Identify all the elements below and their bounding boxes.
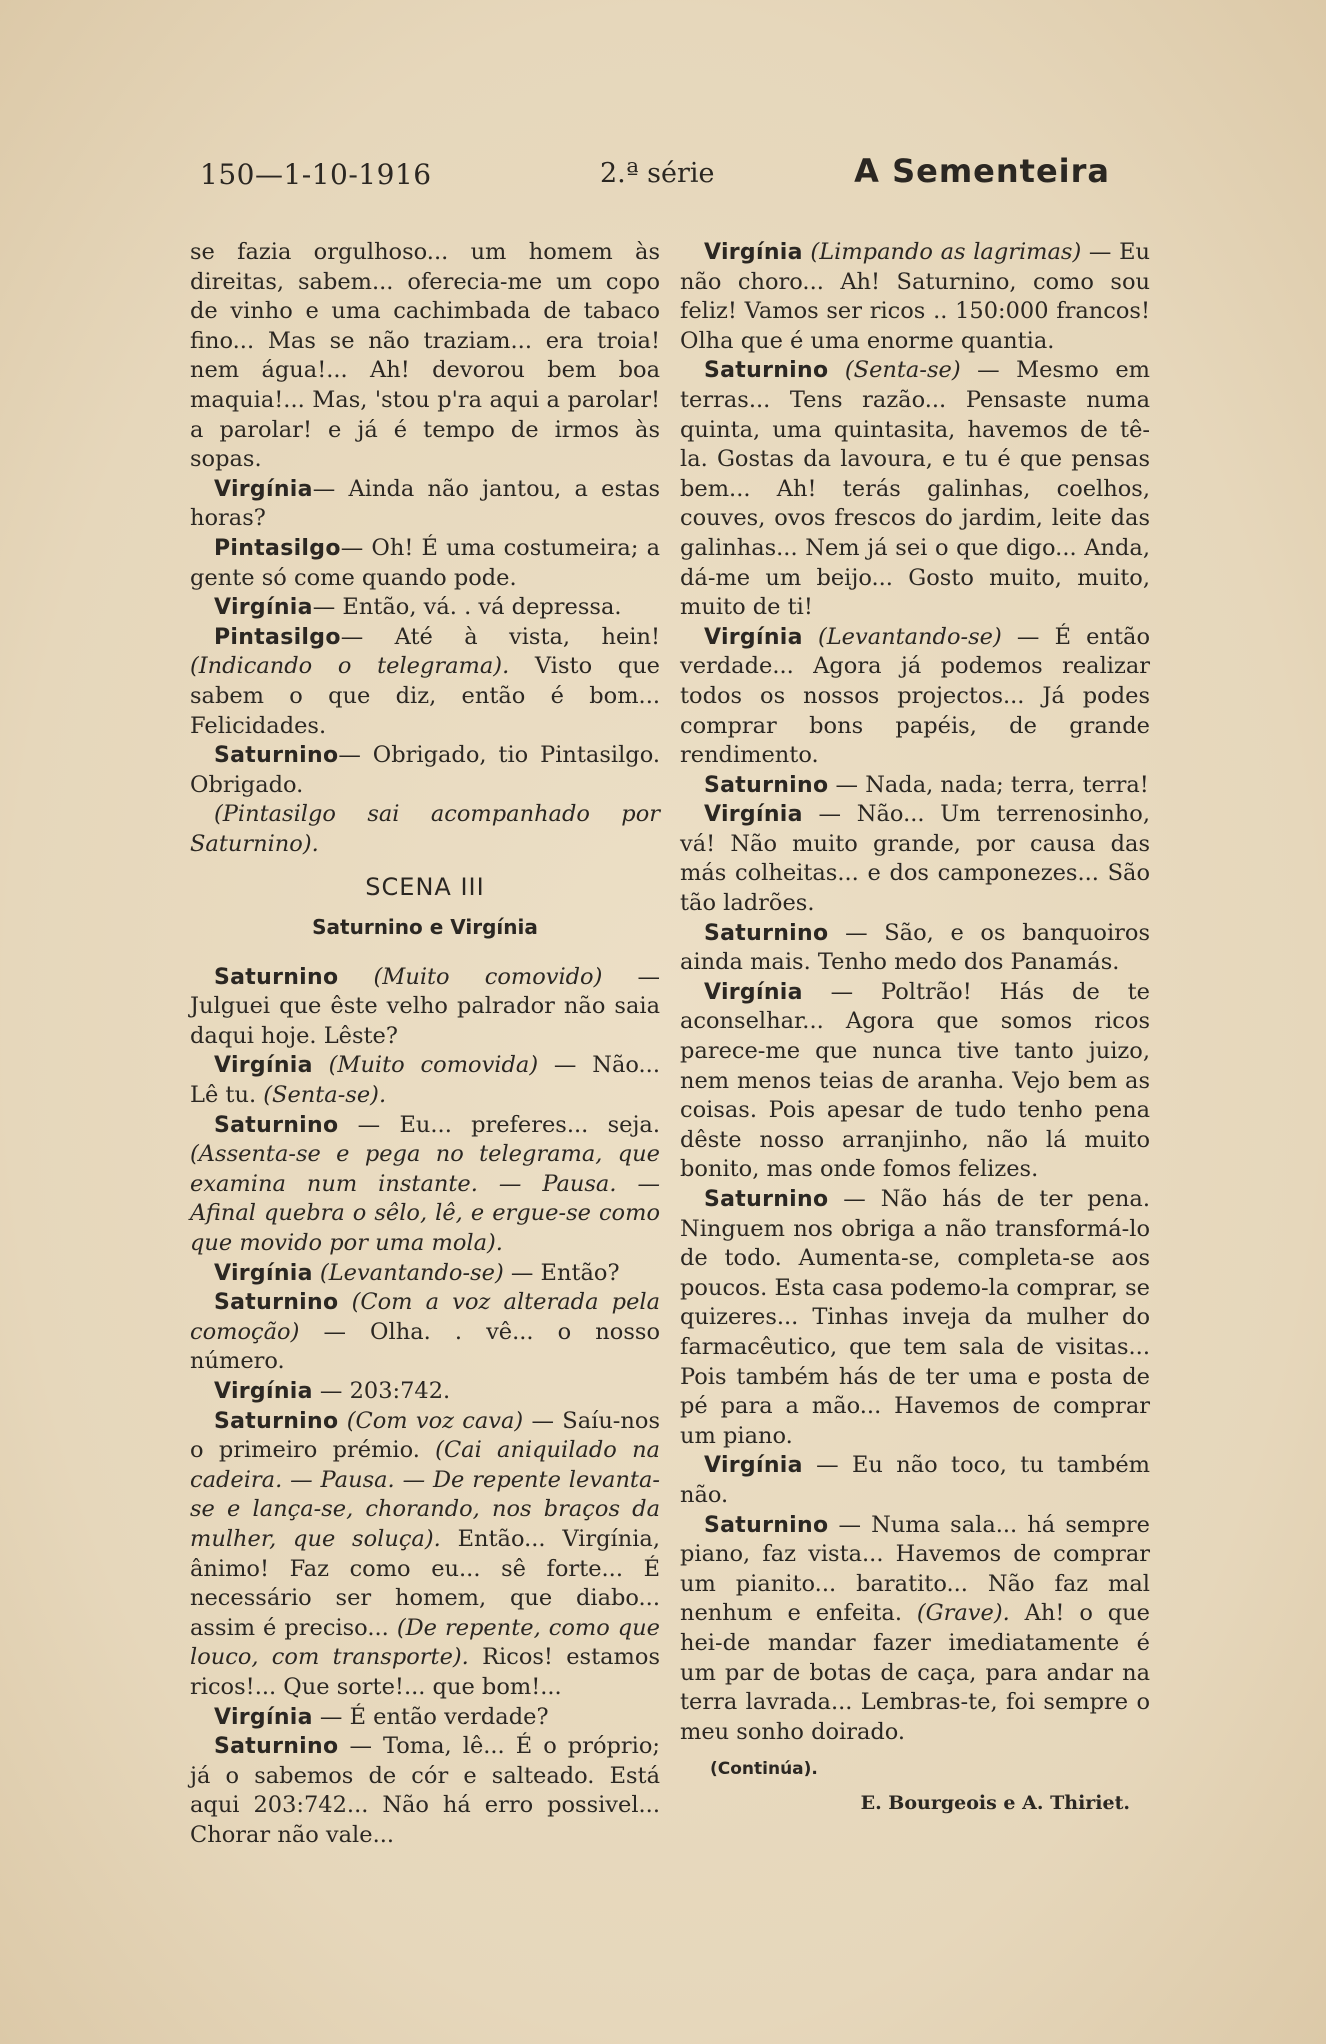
line-text: — 203:742.: [312, 1377, 451, 1404]
speaker: Virgínia: [214, 1053, 313, 1079]
series-label: 2.ª série: [600, 158, 715, 189]
line-text: — Então, vá. . vá depressa.: [312, 594, 622, 621]
speaker: Virgínia: [704, 979, 803, 1005]
dialogue-line: [680, 919, 1150, 978]
line-text: — Saíu-nos o primeiro prémio.: [190, 1407, 660, 1464]
speaker: Saturnino: [704, 1187, 829, 1212]
stage-direction: (Levantando-se): [802, 623, 1002, 650]
stage-direction: (Pintasilgo sai acompanhado por Saturnino).: [190, 801, 660, 857]
speaker: Pintasilgo: [214, 624, 341, 650]
paragraph: [190, 238, 660, 475]
dialogue-line: [190, 1259, 660, 1289]
speaker: Saturnino: [704, 1512, 829, 1538]
line-text: — Ainda não jantou, a estas horas?: [190, 475, 660, 532]
dialogue-line: [680, 238, 1150, 356]
scene-title: SCENA III: [365, 873, 485, 902]
line-text: Visto que sabem o que diz, então é bom... Felicidades.: [190, 653, 661, 739]
speaker: Virgínia: [214, 1260, 313, 1286]
line-text: Ricos! estamos ricos!... Que sorte!... que bom!...: [190, 1644, 660, 1700]
dialogue-line: [190, 593, 660, 623]
speaker: Saturnino: [214, 743, 339, 769]
stage-direction: (Muito comovida): [312, 1052, 539, 1079]
stage-direction: (De repente, como que louco, com transporte).: [190, 1614, 660, 1671]
stage-direction: (Cai aniquilado na cadeira. — Pausa. — De repente levanta-se e lança-se, chorando, nos braços da mulher, que soluça).: [190, 1437, 660, 1552]
stage-direction: (Muito comovido): [338, 963, 603, 990]
dialogue-line: [190, 1377, 660, 1407]
dialogue-line: [680, 771, 1150, 801]
right-column: [680, 238, 1150, 1818]
speaker: Virgínia: [704, 802, 803, 828]
stage-direction: (Limpando as lagrimas): [802, 239, 1082, 265]
speaker: Saturnino: [214, 1408, 339, 1434]
line-text: — É então verdade?: [312, 1703, 549, 1730]
line-text: — Poltrão! Hás de te aconselhar... Agora que somos ricos parece-me que nunca tive tanto juizo, nem menos teias de aranha. Vejo bem as coisas. Pois apesar de tudo tenho pena dêste nosso arranjinho, não lá muito bonito, mas onde fomos felizes.: [680, 978, 1150, 1183]
line-text: — Obrigado, tio Pintasilgo. Obrigado.: [190, 742, 660, 798]
dialogue-line: [190, 1111, 660, 1259]
dialogue-line: [190, 623, 660, 741]
page-number-date: 150—1-10-1916: [200, 158, 432, 191]
line-text: — Não... Lê tu.: [190, 1052, 660, 1109]
dialogue-line: [680, 1451, 1150, 1510]
dialogue-line: [190, 1407, 660, 1703]
line-text: — Eu... preferes... seja.: [338, 1111, 660, 1138]
stage-direction: (Levantando-se): [312, 1259, 504, 1286]
journal-title: A Sementeira: [854, 152, 1110, 190]
line-text: — Eu não choro... Ah! Saturnino, como sou feliz! Vamos ser ricos .. 150:000 francos! Olha que é uma enorme quantia.: [680, 239, 1150, 354]
authors-credit: E. Bourgeois e A. Thiriet.: [860, 1791, 1130, 1814]
line-text: — Nada, nada; terra, terra!: [828, 771, 1149, 798]
paragraph-text: se fazia orgulhoso... um homem às direitas, sabem... oferecia-me um copo de vinho e uma cachimbada de tabaco fino... Mas se não traziam... era troia! nem água!... Ah! devorou bem boa maquia!... Mas, 'stou p'ra aqui a parolar! a parolar! e já é tempo de irmos às sopas.: [190, 239, 660, 473]
line-text: — Eu não toco, tu também não.: [680, 1452, 1150, 1508]
dialogue-line: [680, 800, 1150, 918]
speaker: Saturnino: [704, 920, 829, 946]
stage-direction: (Grave).: [916, 1600, 1010, 1627]
speaker: Virgínia: [214, 1704, 313, 1730]
left-column: [190, 238, 660, 1850]
speaker: Virgínia: [214, 595, 313, 621]
stage-direction: (Senta-se): [828, 357, 961, 384]
line-text: — Até à vista, hein!: [340, 623, 660, 650]
line-text: — Oh! É uma costumeira; a gente só come quando pode.: [190, 534, 660, 591]
speaker: Virgínia: [704, 624, 803, 650]
dialogue-line: [190, 1288, 660, 1377]
speaker: Virgínia: [214, 476, 313, 502]
dialogue-line: [190, 1732, 660, 1850]
line-text: — Não hás de ter pena. Ninguem nos obriga a não transformá-lo de todo. Aumenta-se, completa-se aos poucos. Esta casa podemo-la comprar, se quizeres... Tinhas inveja da mulher do farmacêutico, que tem sala de visitas... Pois também hás de ter uma e posta de pé para a mão... Havemos de comprar um piano.: [680, 1186, 1150, 1449]
speaker: Saturnino: [704, 772, 829, 798]
line-text: — Numa sala... há sempre piano, faz vista... Havemos de comprar um pianito... baratito... Não faz mal nenhum e enfeita.: [680, 1511, 1150, 1627]
line-text: — Mesmo em terras... Tens razão... Pensaste numa quinta, uma quintasita, havemos de tê-la. Gostas da lavoura, e tu é que pensas bem... Ah! terás galinhas, coelhos, couves, ovos frescos do jardim, leite das galinhas... Nem já sei o que digo... Anda, dá-me um beijo... Gosto muito, muito, muito de ti!: [680, 357, 1150, 621]
stage-direction: (Senta-se).: [263, 1082, 387, 1109]
stage-direction: (Assenta-se e pega no telegrama, que examina num instante. — Pausa. — Afinal quebra o sêlo, lê, e ergue-se como que movido por uma mola).: [190, 1141, 660, 1256]
dialogue-line: [680, 623, 1150, 771]
speaker: Pintasilgo: [214, 535, 341, 561]
line-text: — São, e os banquoiros ainda mais. Tenho medo dos Panamás.: [680, 919, 1150, 976]
dialogue-line: [190, 1051, 660, 1110]
speaker: Virgínia: [704, 240, 803, 265]
scene-persons: Saturnino e Virgínia: [312, 915, 538, 940]
stage-direction: (Indicando o telegrama).: [190, 653, 510, 680]
dialogue-line: [680, 1185, 1150, 1451]
continues-note: (Continúa).: [710, 1759, 818, 1780]
line-text: — Julguei que êste velho palrador não saia daqui hoje. Lêste?: [190, 963, 661, 1049]
line-text: Então... Virgínia, ânimo! Faz como eu... sê forte... É necessário ser homem, que diabo... assim é preciso...: [190, 1525, 660, 1641]
speaker: Saturnino: [214, 1290, 339, 1316]
line-text: — Então?: [503, 1259, 620, 1286]
speaker: Saturnino: [214, 1734, 339, 1760]
line-text: Ah! o que hei-de mandar fazer imediatamente é um par de botas de caça, para andar na terra lavrada... Lembras-te, foi sempre o meu sonho doirado.: [680, 1600, 1150, 1745]
line-text: — Não... Um terrenosinho, vá! Não muito grande, por causa das más colheitas... e dos camponezes... São tão ladrões.: [680, 801, 1150, 917]
speaker: Saturnino: [214, 964, 339, 990]
stage-direction: (Com voz cava): [338, 1407, 524, 1434]
dialogue-line: [190, 534, 660, 593]
line-text: — Toma, lê... É o próprio; já o sabemos de cór e salteado. Está aqui 203:742... Não há erro possivel... Chorar não vale...: [190, 1733, 660, 1848]
line-text: — Olha. . vê... o nosso número.: [190, 1318, 660, 1375]
dialogue-line: [680, 978, 1150, 1185]
dialogue-line: [680, 1511, 1150, 1748]
speaker: Virgínia: [704, 1453, 803, 1479]
speaker: Saturnino: [214, 1112, 339, 1138]
dialogue-line: [190, 475, 660, 534]
dialogue-line: [190, 741, 660, 800]
speaker: Virgínia: [214, 1378, 313, 1404]
page-header: [200, 150, 1150, 200]
line-text: — É então verdade... Agora já podemos realizar todos os nossos projectos... Já podes comprar bons papéis, de grande rendimento.: [680, 623, 1150, 769]
dialogue-line: [190, 963, 660, 1052]
dialogue-line: [680, 356, 1150, 622]
speaker: Saturnino: [704, 358, 829, 384]
stage-direction: (Com a voz alterada pela comoção): [190, 1289, 660, 1345]
dialogue-line: [190, 1703, 660, 1733]
